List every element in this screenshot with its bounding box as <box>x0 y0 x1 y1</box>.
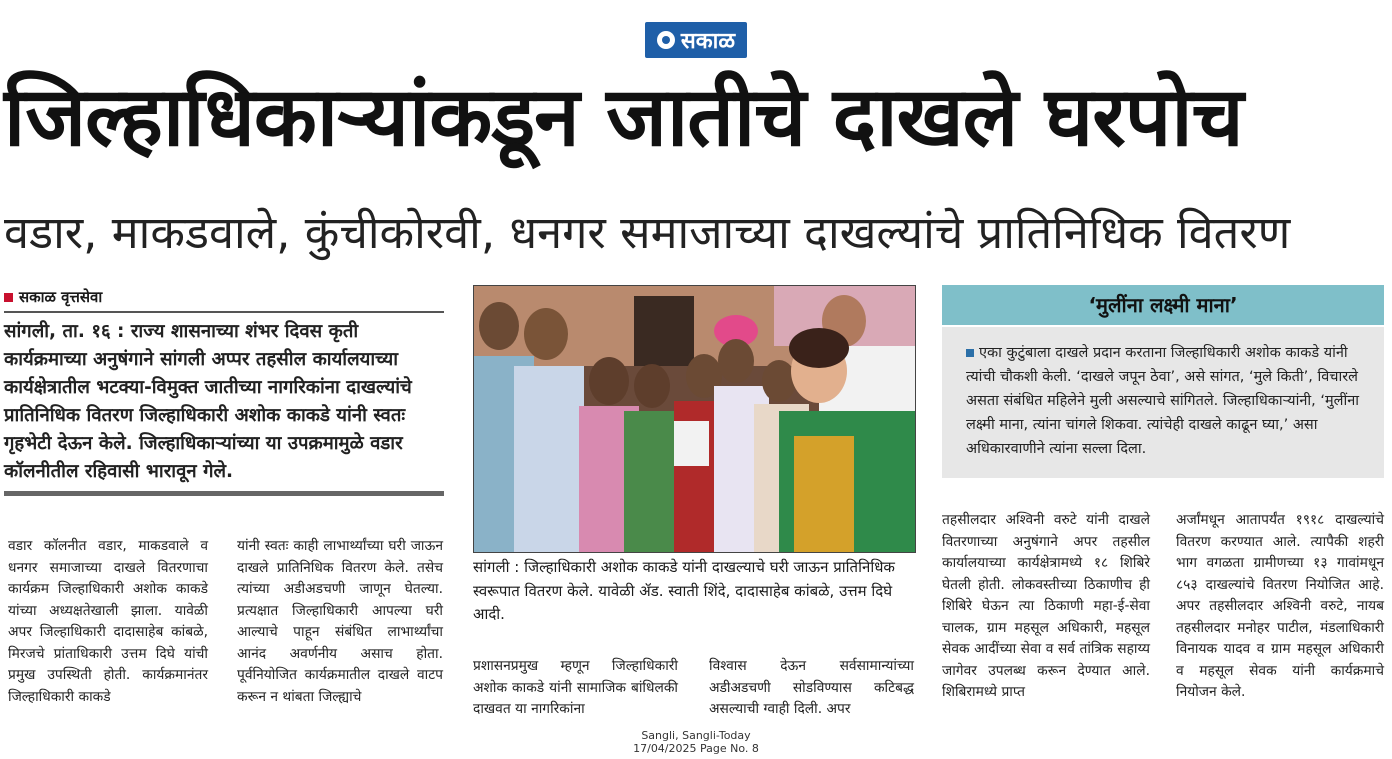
bullet-icon <box>966 349 974 357</box>
body-column-4: विश्वास देऊन सर्वसामान्यांच्या अडीअडचणी सोडविण्यास कटिबद्ध असल्याची ग्वाही दिली. अपर <box>709 658 914 717</box>
sidebar-title: ‘मुलींना लक्ष्मी माना’ <box>942 285 1384 325</box>
photo-caption: सांगली : जिल्हाधिकारी अशोक काकडे यांनी दाखल्याचे घरी जाऊन प्रातिनिधिक स्वरूपात वितरण केले. यावेळी ॲड. स्वाती शिंदे, दादासाहेब कांबळे, उत्तम दिघे आदी. <box>473 558 895 623</box>
footer-edition: Sangli, Sangli-Today <box>641 729 751 742</box>
masthead-logo <box>645 22 747 58</box>
body-column-1: वडार कॉलनीत वडार, माकडवाले व धनगर समाजाच्या दाखले वितरणाचा कार्यक्रम जिल्हाधिकारी अशोक काकडे यांच्या अध्यक्षतेखाली झाला. यावेळी अपर जिल्हाधिकारी दादासाहेब कांबळे, मिरजचे प्रांताधिकारी उत्तम दिघे यांची प्रमुख उपस्थिती होती. कार्यक्रमानंतर जिल्हाधिकारी काकडे <box>8 538 208 705</box>
page-footer <box>596 729 796 755</box>
byline <box>4 287 102 307</box>
sidebar-body: एका कुटुंबाला दाखले प्रदान करताना जिल्हाधिकारी अशोक काकडे यांनी त्यांची चौकशी केली. ‘दाखले जपून ठेवा’, असे सांगत, ‘मुले किती’, विचारले असता संबंधित महिलेने मुली असल्याचे सांगितले. जिल्हाधिकाऱ्यांनी, ‘मुलींना लक्ष्मी माना, त्यांना चांगले शिकवा. त्यांचेही दाखले काढून घ्या,’ असा अधिकारवाणीने त्यांना सल्ला दिला. <box>966 345 1360 457</box>
intro-paragraph: सांगली, ता. १६ : राज्य शासनाच्या शंभर दिवस कृती कार्यक्रमाच्या अनुषंगाने सांगली अप्पर तहसील कार्यालयाच्या कार्यक्षेत्रातील भटक्या-विमुक्त जातीच्या नागरिकांना दाखल्यांचे प्रातिनिधिक वितरण जिल्हाधिकारी अशोक काकडे यांनी स्वतः गृहभेटी देऊन केले. जिल्हाधिकाऱ्यांच्या या उपक्रमामुळे वडार कॉलनीतील रहिवासी भारावून गेले. <box>4 321 412 482</box>
body-column-3: प्रशासनप्रमुख म्हणून जिल्हाधिकारी अशोक काकडे यांनी सामाजिक बांधिलकी दाखवत या नागरिकांना <box>473 658 678 717</box>
masthead-name: सकाळ <box>680 29 736 54</box>
divider <box>4 311 444 313</box>
body-column-2: यांनी स्वतः काही लाभार्थ्यांच्या घरी जाऊन दाखले प्रातिनिधिक वितरण केले. तसेच त्यांच्या अडीअडचणी जाणून घेतल्या. प्रत्यक्षात जिल्हाधिकारी आपल्या घरी आल्याचे पाहून संबंधित लाभार्थ्यांचा आनंद अवर्णनीय असाच होता. पूर्वनियोजित कार्यक्रमातील दाखले वाटप करून न थांबता जिल्ह्याचे <box>237 538 443 705</box>
byline-marker-icon <box>4 293 13 302</box>
body-column-6: अर्जांमधून आतापर्यंत १९१८ दाखल्यांचे वितरण करण्यात आले. त्यापैकी शहरी भाग वगळता ग्रामीणच्या १३ गावांमधून ८५३ दाखल्यांचे वितरण नियोजित आहे. अपर तहसीलदार अश्विनी वरुटे, नायब तहसीलदार मनोहर पाटील, मंडलाधिकारी विनायक यादव व ग्राम महसूल अधिकारी व महसूल सेवक यांनी कार्यक्रमाचे नियोजन केले. <box>1176 512 1384 700</box>
sidebar-text <box>966 341 1376 461</box>
subheadline: वडार, माकडवाले, कुंचीकोरवी, धनगर समाजाच्या दाखल्यांचे प्रातिनिधिक वितरण <box>4 206 1291 259</box>
footer-date-page: 17/04/2025 Page No. 8 <box>633 742 759 755</box>
byline-text: सकाळ वृत्तसेवा <box>19 288 103 306</box>
news-photo <box>473 285 916 553</box>
sun-logo-icon <box>657 31 675 49</box>
divider <box>4 491 444 496</box>
body-column-5: तहसीलदार अश्विनी वरुटे यांनी दाखले वितरणाच्या अनुषंगाने अपर तहसील कार्यालयाच्या कार्यक्षेत्रामध्ये १८ शिबिरे घेतली होती. लोकवस्तीच्या ठिकाणीच ही शिबिरे घेऊन त्या ठिकाणी महा-ई-सेवा चालक, ग्राम महसूल अधिकारी, महसूल सेवक आदींच्या सेवा व सर्व तांत्रिक सहाय्य जागेवर उपलब्ध करून देण्यात आले. शिबिरामध्ये प्राप्त <box>942 512 1150 700</box>
headline: जिल्हाधिकाऱ्यांकडून जातीचे दाखले घरपोच <box>4 70 1243 165</box>
